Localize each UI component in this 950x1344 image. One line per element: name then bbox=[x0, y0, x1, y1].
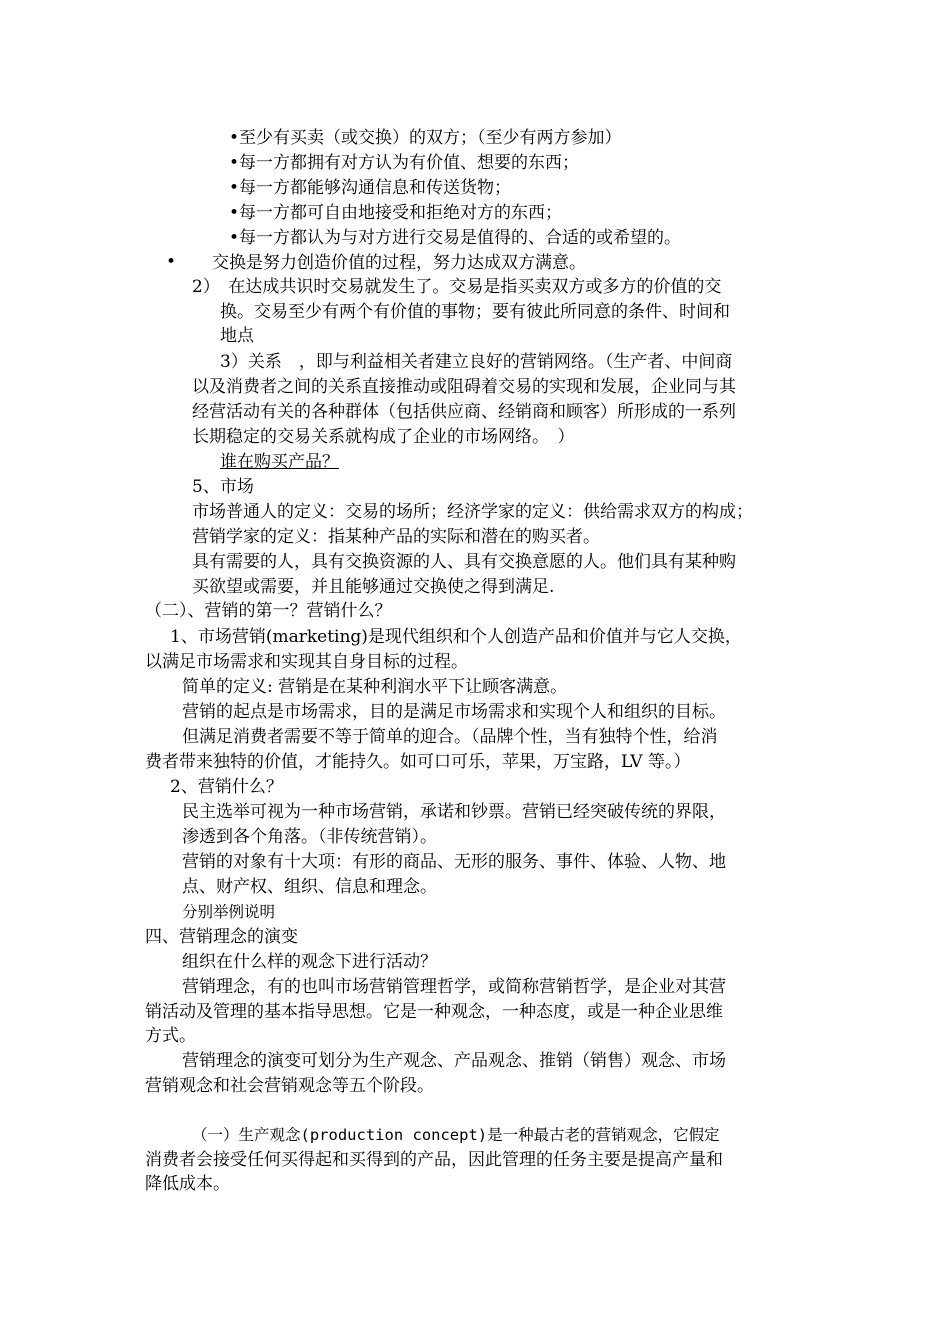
paragraph-line: 营销的起点是市场需求，目的是满足市场需求和实现个人和组织的目标。 bbox=[182, 702, 726, 722]
paragraph-line: 点、财产权、组织、信息和理念。 bbox=[182, 877, 437, 897]
paragraph-line: 消费者会接受任何买得起和买得到的产品，因此管理的任务主要是提高产量和 bbox=[145, 1150, 723, 1170]
paragraph-line: 交换是努力创造价值的过程，努力达成双方满意。 bbox=[212, 253, 586, 273]
paragraph-line: 换。交易至少有两个有价值的事物；要有彼此所同意的条件、时间和 bbox=[220, 302, 730, 322]
bullet-line: •每一方都可自由地接受和拒绝对方的东西； bbox=[229, 203, 563, 223]
paragraph-line: 民主选举可视为一种市场营销，承诺和钞票。营销已经突破传统的界限， bbox=[182, 802, 726, 822]
paragraph-line: 销活动及管理的基本指导思想。它是一种观念，一种态度，或是一种企业思维 bbox=[145, 1002, 723, 1022]
paragraph-line: 经营活动有关的各种群体（包括供应商、经销商和顾客）所形成的一系列 bbox=[192, 402, 736, 422]
section-heading: 2、营销什么？ bbox=[170, 777, 283, 797]
paragraph-line: 市场普通人的定义：交易的场所；经济学家的定义：供给需求双方的构成； bbox=[192, 502, 753, 522]
paragraph-line: 方式。 bbox=[145, 1026, 196, 1046]
bullet-marker: • bbox=[166, 252, 177, 272]
paragraph-line: 以及消费者之间的关系直接推动或阻碍着交易的实现和发展，企业同与其 bbox=[192, 377, 736, 397]
paragraph-line: 营销理念的演变可划分为生产观念、产品观念、推销（销售）观念、市场 bbox=[182, 1051, 726, 1071]
paragraph-line: 但满足消费者需要不等于简单的迎合。（品牌个性，当有独特个性，给消 bbox=[182, 727, 718, 747]
paragraph-line: 3）关系 ，即与利益相关者建立良好的营销网络。（生产者、中间商 bbox=[220, 352, 733, 372]
section-heading: 四、营销理念的演变 bbox=[145, 927, 298, 947]
paragraph-line: 分别举例说明 bbox=[182, 903, 276, 921]
underlined-question: 谁在购买产品？ bbox=[220, 452, 339, 472]
bullet-line: •每一方都能够沟通信息和传送货物； bbox=[229, 178, 512, 198]
paragraph-line: 1、市场营销(marketing)是现代组织和个人创造产品和价值并与它人交换， bbox=[170, 627, 742, 647]
paragraph-line: 营销学家的定义：指某种产品的实际和潜在的购买者。 bbox=[192, 527, 600, 547]
paragraph-line: 买欲望或需要，并且能够通过交换使之得到满足. bbox=[192, 577, 555, 597]
section-heading: （二）、营销的第一？营销什么？ bbox=[145, 601, 392, 621]
paragraph-line: 费者带来独特的价值，才能持久。如可口可乐，苹果，万宝路，LV 等。） bbox=[145, 752, 691, 772]
paragraph-line: （一）生产观念(production concept)是一种最古老的营销观念，它假定 bbox=[192, 1126, 720, 1144]
paragraph-line: 地点 bbox=[220, 326, 254, 346]
bullet-line: •至少有买卖（或交换）的双方；（至少有两方参加） bbox=[229, 128, 622, 148]
paragraph-line: 营销的对象有十大项：有形的商品、无形的服务、事件、体验、人物、地 bbox=[182, 852, 726, 872]
paragraph-line: 以满足市场需求和实现其自身目标的过程。 bbox=[145, 652, 468, 672]
paragraph-line: 简单的定义: 营销是在某种利润水平下让顾客满意。 bbox=[182, 677, 568, 697]
paragraph-line: 2） 在达成共识时交易就发生了。交易是指买卖双方或多方的价值的交 bbox=[192, 277, 722, 297]
paragraph-line: 组织在什么样的观念下进行活动？ bbox=[182, 952, 437, 972]
paragraph-line: 营销观念和社会营销观念等五个阶段。 bbox=[145, 1076, 434, 1096]
paragraph-line: 降低成本。 bbox=[145, 1174, 230, 1194]
paragraph-line: 营销理念，有的也叫市场营销管理哲学，或简称营销哲学，是企业对其营 bbox=[182, 977, 726, 997]
paragraph-line: 长期稳定的交易关系就构成了企业的市场网络。 ） bbox=[192, 427, 575, 447]
bullet-line: •每一方都认为与对方进行交易是值得的、合适的或希望的。 bbox=[229, 228, 682, 248]
paragraph-line: 具有需要的人，具有交换资源的人、具有交换意愿的人。他们具有某种购 bbox=[192, 552, 736, 572]
bullet-line: •每一方都拥有对方认为有价值、想要的东西； bbox=[229, 153, 580, 173]
paragraph-line: 渗透到各个角落。（非传统营销）。 bbox=[182, 827, 437, 847]
section-heading: 5、市场 bbox=[192, 477, 254, 497]
